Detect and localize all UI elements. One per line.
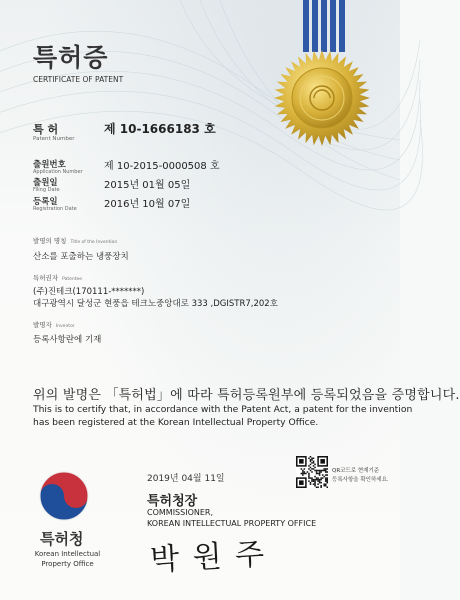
issue-date: 2019년 04월 11일 [147,474,225,484]
issuer-title-ko: 특허청장 [147,494,198,509]
issuer-title-en-line1: COMMISSIONER, [147,508,213,517]
filing-label-en: Filing Date [33,187,60,193]
invention-label [33,236,117,245]
invention-title: 산소를 포출하는 냉풍장치 [33,252,129,262]
inventor-value: 등록사항란에 기재 [33,335,102,345]
patentee-address: 대구광역시 달성군 현풍읍 테크노중앙대로 333 ,DGISTR7,202호 [33,299,278,309]
certificate-title-ko: 특허증 [33,43,109,72]
qr-code-icon[interactable] [296,456,328,488]
logo-name-en-line1: Korean Intellectual [34,550,101,558]
certificate-title-en: CERTIFICATE OF PATENT [33,75,124,84]
patentee-label [33,273,82,282]
patentee-label-en: Patentee [62,277,83,282]
inventor-label-ko: 발명자 [33,321,52,329]
patent-label-en: Patent Number [33,136,75,142]
logo-name-ko: 특허청 [40,530,84,548]
registration-label-ko: 등록일 [33,197,58,207]
taegeuk-logo-icon [38,470,90,522]
patent-label-ko: 특 허 [33,123,59,136]
issuer-title-en-line2: KOREAN INTELLECTUAL PROPERTY OFFICE [147,519,317,528]
inventor-label-en: Inventor [55,324,75,329]
application-label-en: Application Number [33,169,83,175]
ribbon-stripes [303,0,345,52]
invention-label-ko: 발명의 명칭 [33,237,67,245]
gold-seal-icon [272,48,372,148]
declaration-en-line2: has been registered at the Korean Intellectual Property Office. [33,417,319,428]
declaration-en-line1: This is to certify that, in accordance with the Patent Act, a patent for the invention [33,404,413,415]
registration-date: 2016년 10월 07일 [104,199,191,210]
filing-date: 2015년 01월 05일 [104,180,191,191]
registration-label-en: Registration Date [33,206,77,212]
invention-label-en: Title of the Invention [70,240,118,245]
application-label-ko: 출원번호 [33,160,66,170]
declaration-ko: 위의 발명은 「특허법」에 따라 특허등록원부에 등록되었음을 증명합니다. [33,388,460,403]
application-number: 제 10-2015-0000508 호 [104,161,220,172]
patent-number: 제 10-1666183 호 [104,122,216,136]
patentee-name: (주)진테크(170111-*******) [33,287,145,297]
filing-label-ko: 출원일 [33,178,58,188]
signature: 박 원 주 [149,536,268,579]
logo-name-en-line2: Property Office [41,560,94,568]
inventor-label [33,320,75,329]
qr-caption-line2: 등록사항을 확인하세요. [332,477,389,483]
qr-caption-line1: QR코드로 현재기준 [332,468,380,474]
patentee-label-ko: 특허권자 [33,274,59,282]
